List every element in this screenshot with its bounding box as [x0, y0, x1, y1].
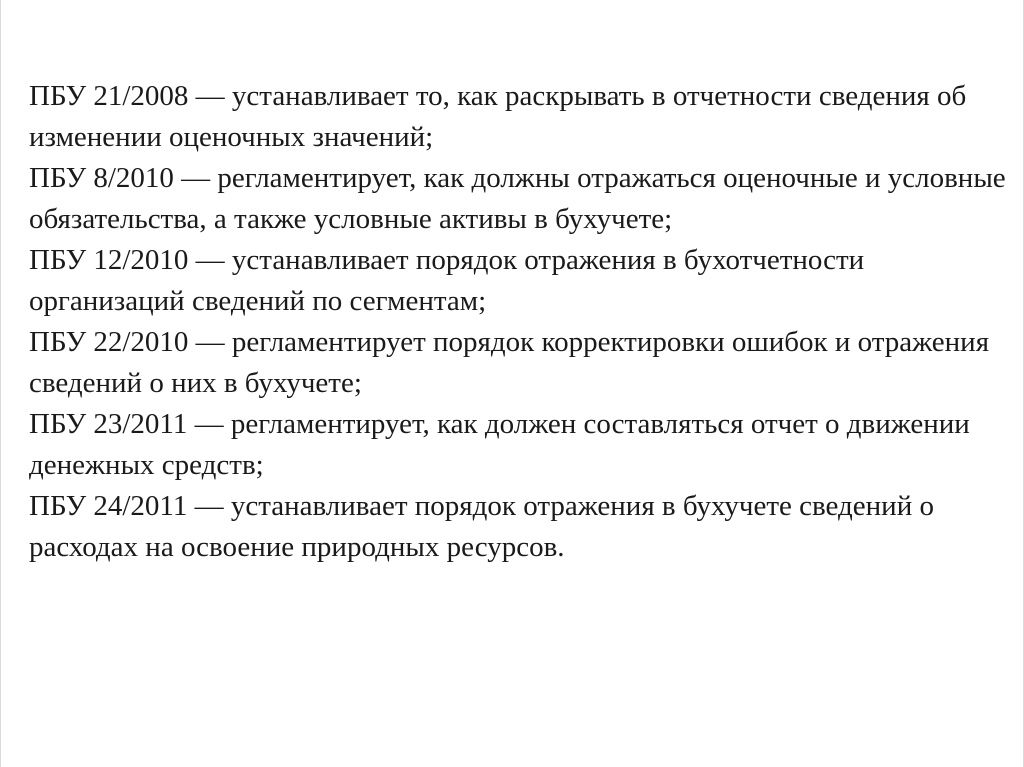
- list-item-pbu-23-2011: ПБУ 23/2011 — регламентирует, как должен составляться отчет о движении денежных средств;: [29, 408, 970, 481]
- list-item-pbu-12-2010: ПБУ 12/2010 — устанавливает порядок отражения в бухотчетности организаций сведений по сегментам;: [29, 244, 865, 317]
- slide-body-text: [29, 76, 1009, 568]
- list-item-pbu-21-2008: ПБУ 21/2008 — устанавливает то, как раскрывать в отчетности сведения об изменении оценочных значений;: [29, 80, 967, 153]
- list-item-pbu-22-2010: ПБУ 22/2010 — регламентирует порядок корректировки ошибок и отражения сведений о них в бухучете;: [29, 326, 990, 399]
- list-item-pbu-24-2011: ПБУ 24/2011 — устанавливает порядок отражения в бухучете сведений о расходах на освоение природных ресурсов.: [29, 490, 934, 563]
- list-item-pbu-8-2010: ПБУ 8/2010 — регламентирует, как должны отражаться оценочные и условные обязательства, а также условные активы в бухучете;: [29, 162, 1006, 235]
